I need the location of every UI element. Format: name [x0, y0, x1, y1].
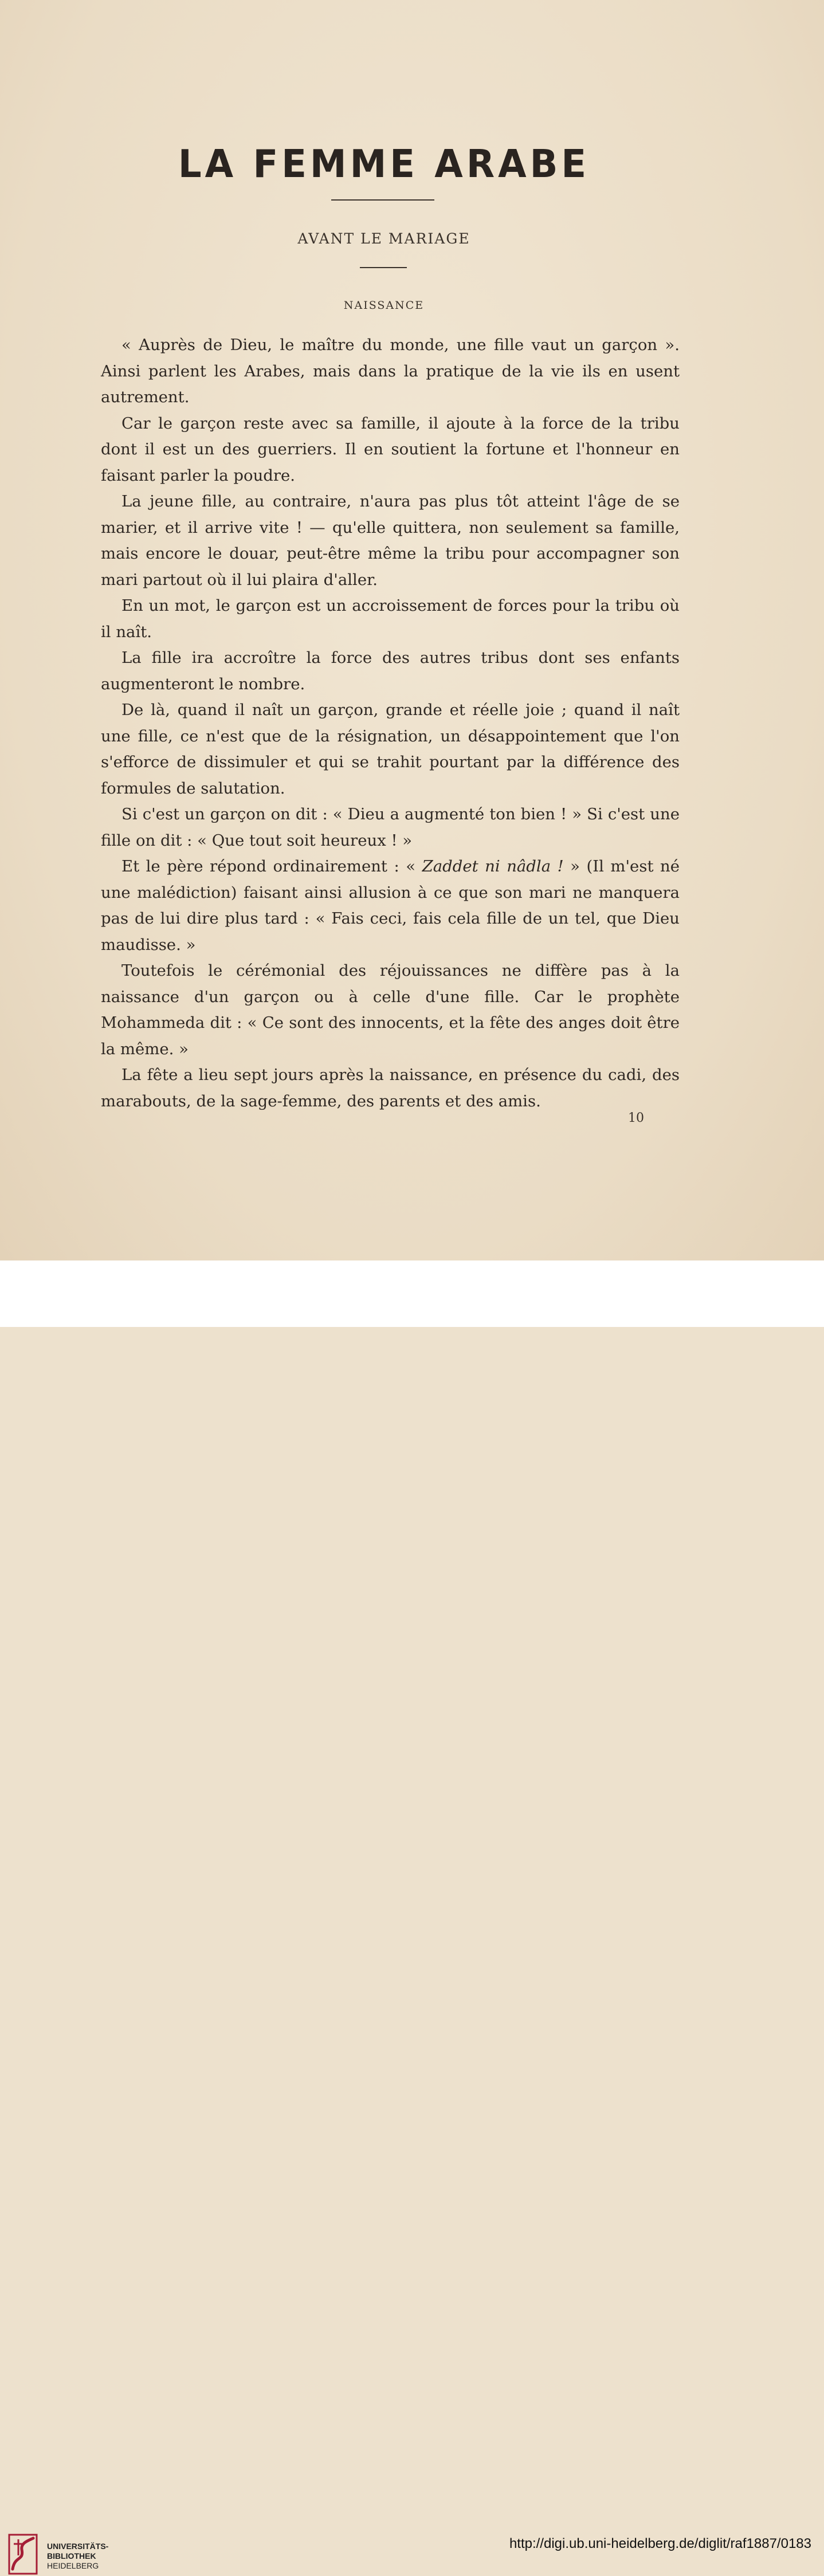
- footer-bar: [0, 1260, 824, 2570]
- heidelberg-library-logo-icon: [7, 2532, 39, 2576]
- title-divider: [331, 199, 434, 201]
- paragraph: [101, 854, 680, 958]
- arabic-phrase: Zaddet ni nâdla !: [422, 857, 564, 875]
- source-url-link[interactable]: http://digi.ub.uni-heidelberg.de/diglit/raf1887/0183: [509, 2536, 811, 2551]
- subtitle-divider: [360, 267, 407, 268]
- chapter-subtitle: AVANT LE MARIAGE: [297, 230, 470, 247]
- scanned-page: [0, 0, 824, 1260]
- paragraph: « Auprès de Dieu, le maître du monde, une fille vaut un garçon ». Ainsi parlent les Arabes, mais dans la pratique de la vie ils en usent autrement.: [101, 336, 680, 406]
- paragraph: En un mot, le garçon est un accroissement de forces pour la tribu où il naît.: [101, 596, 680, 641]
- paragraph: De là, quand il naît un garçon, grande et réelle joie ; quand il naît une fille, ce n'est que de la résignation, un désappointement que l'on s'efforce de dissimuler et qui se trahit pourtant par la différence des formules de salutation.: [101, 701, 680, 798]
- library-name-line: UNIVERSITÄTS-: [47, 2542, 109, 2551]
- section-heading: NAISSANCE: [343, 299, 425, 312]
- paragraph-text: Et le père répond ordinairement : «: [121, 857, 422, 875]
- paragraph: La fête a lieu sept jours après la naissance, en présence du cadi, des marabouts, de la sage-femme, des parents et des amis.: [101, 1066, 680, 1110]
- body-text: [101, 332, 680, 1114]
- page-title: LA FEMME ARABE: [178, 142, 590, 187]
- paragraph-text: » (Il m'est né une malédiction) faisant ainsi allusion à ce que son mari ne manquera pas de lui dire plus tard : « Fais ceci, fais cela fille de un tel, que Dieu maudisse. »: [101, 857, 680, 954]
- paragraph: Si c'est un garçon on dit : « Dieu a augmenté ton bien ! » Si c'est une fille on dit : « Que tout soit heureux ! »: [101, 805, 680, 850]
- library-name-line: HEIDELBERG: [47, 2561, 99, 2570]
- paragraph: La jeune fille, au contraire, n'aura pas plus tôt atteint l'âge de se marier, et il arrive vite ! — qu'elle quittera, non seulement sa famille, mais encore le douar, peut-être même la tribu pour accompagner son mari partout où il lui plaira d'aller.: [101, 492, 680, 589]
- paragraph: Car le garçon reste avec sa famille, il ajoute à la force de la tribu dont il est un des guerriers. Il en soutient la fortune et l'honneur en faisant parler la poudre.: [101, 414, 680, 485]
- paragraph: Toutefois le cérémonial des réjouissances ne diffère pas à la naissance d'un garçon ou à celle d'une fille. Car le prophète Mohammeda dit : « Ce sont des innocents, et la fête des anges doit être la même. »: [101, 961, 680, 1058]
- page-number: 10: [628, 1111, 644, 1125]
- library-name: [47, 2542, 108, 2571]
- library-name-line: BIBLIOTHEK: [47, 2551, 96, 2561]
- paragraph: La fille ira accroître la force des autres tribus dont ses enfants augmenteront le nombre.: [101, 649, 680, 693]
